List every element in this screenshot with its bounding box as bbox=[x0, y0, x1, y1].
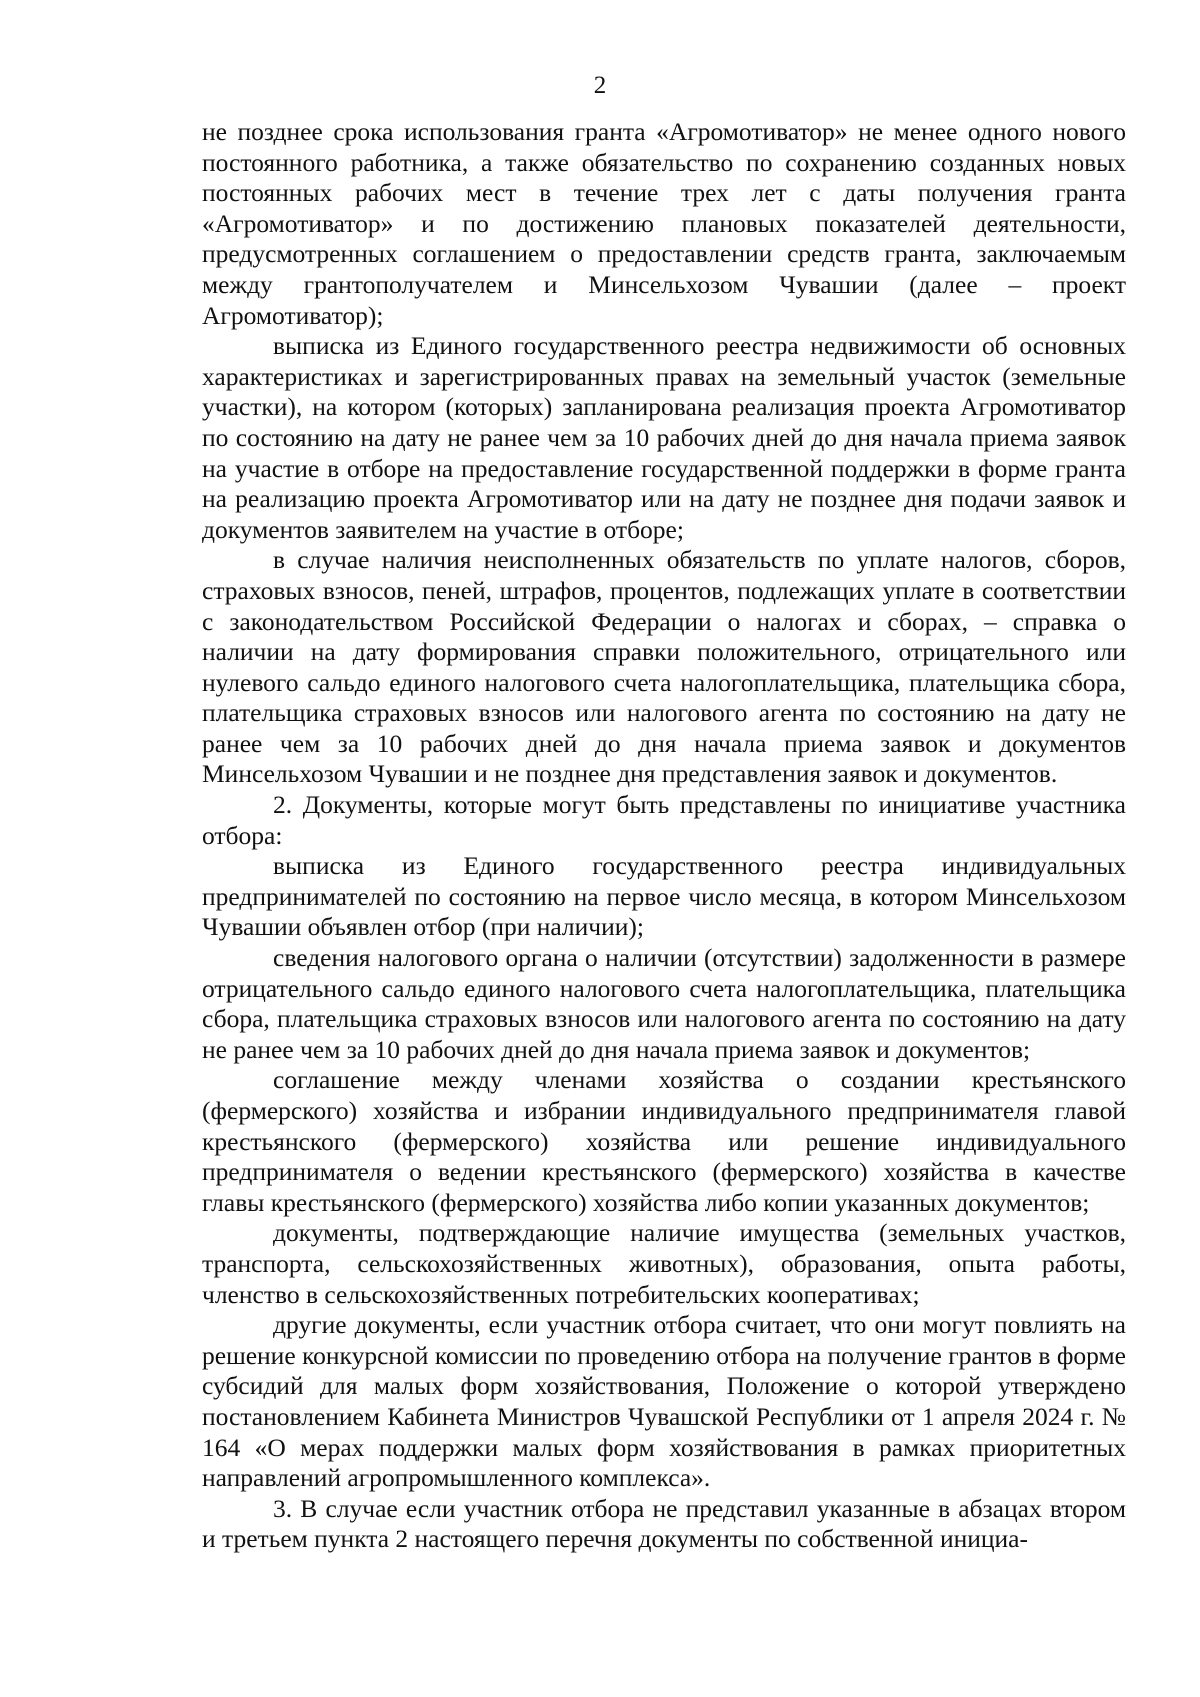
paragraph-tax-debt-info: сведения налогового органа о наличии (отсутствии) задолженности в размере отрицательного сальдо единого налогового счета налогоплательщика, плательщика сбора, плательщика страховых взносов или налогового агента по состоянию на дату не ранее чем за 10 рабочих дней до дня начала приема заявок и документов; bbox=[202, 943, 1126, 1064]
paragraph-farm-agreement: соглашение между членами хозяйства о создании крестьянского (фермерского) хозяйства и избрании индивидуального предпринимателя главой крестьянского (фермерского) хозяйства или решение индивидуального предпринимателя о ведении крестьянского (фермерского) хозяйства в качестве главы крестьянского (фермерского) хозяйства либо копии указанных документов; bbox=[202, 1065, 1126, 1217]
paragraph-grant-obligations: не позднее срока использования гранта «Агромотиватор» не менее одного нового постоянного работника, а также обязательство по сохранению созданных новых постоянных рабочих мест в течение трех лет с даты получения гранта «Агромотиватор» и по достижению плановых показателей деятельности, предусмотренных соглашением о предоставлении средств гранта, заключаемым между грантополучателем и Минсельхозом Чувашии (далее – проект Агромотиватор); bbox=[202, 117, 1126, 330]
paragraph-egrn-extract: выписка из Единого государственного реестра недвижимости об основных характеристиках и зарегистрированных правах на земельный участок (земельные участки), на котором (которых) запланирована реализация проекта Агромотиватор по состоянию на дату не ранее чем за 10 рабочих дней до дня начала приема заявок на участие в отборе на предоставление государственной поддержки в форме гранта на реализацию проекта Агромотиватор или на дату не позднее дня подачи заявок и документов заявителем на участие в отборе; bbox=[202, 331, 1126, 544]
paragraph-other-documents: другие документы, если участник отбора считает, что они могут повлиять на решение конкурсной комиссии по проведению отбора на получение грантов в форме субсидий для малых форм хозяйствования, Положение о которой утверждено постановлением Кабинета Министров Чувашской Республики от 1 апреля 2024 г. № 164 «О мерах поддержки малых форм хозяйствования в рамках приоритетных направлений агропромышленного комплекса». bbox=[202, 1310, 1126, 1493]
paragraph-property-documents: документы, подтверждающие наличие имущества (земельных участков, транспорта, сельскохозяйственных животных), образования, опыта работы, членство в сельскохозяйственных потребительских кооперативах; bbox=[202, 1218, 1126, 1309]
document-body bbox=[202, 117, 1126, 1555]
paragraph-section-2-heading: 2. Документы, которые могут быть представлены по инициативе участника отбора: bbox=[202, 790, 1126, 850]
paragraph-tax-certificate: в случае наличия неисполненных обязательств по уплате налогов, сборов, страховых взносов, пеней, штрафов, процентов, подлежащих уплате в соответствии с законодательством Российской Федерации о налогах и сборах, – справка о наличии на дату формирования справки положительного, отрицательного или нулевого сальдо единого налогового счета налогоплательщика, плательщика сбора, плательщика страховых взносов или налогового агента по состоянию на дату не ранее чем за 10 рабочих дней до дня начала приема заявок и документов Минсельхозом Чувашии и не позднее дня представления заявок и документов. bbox=[202, 545, 1126, 789]
page-number: 2 bbox=[593, 72, 607, 99]
paragraph-egrip-extract: выписка из Единого государственного реестра индивидуальных предпринимателей по состоянию на первое число месяца, в котором Минсельхозом Чувашии объявлен отбор (при наличии); bbox=[202, 851, 1126, 942]
paragraph-section-3: 3. В случае если участник отбора не представил указанные в абзацах втором и третьем пункта 2 настоящего перечня документы по собственной инициа- bbox=[202, 1493, 1126, 1554]
